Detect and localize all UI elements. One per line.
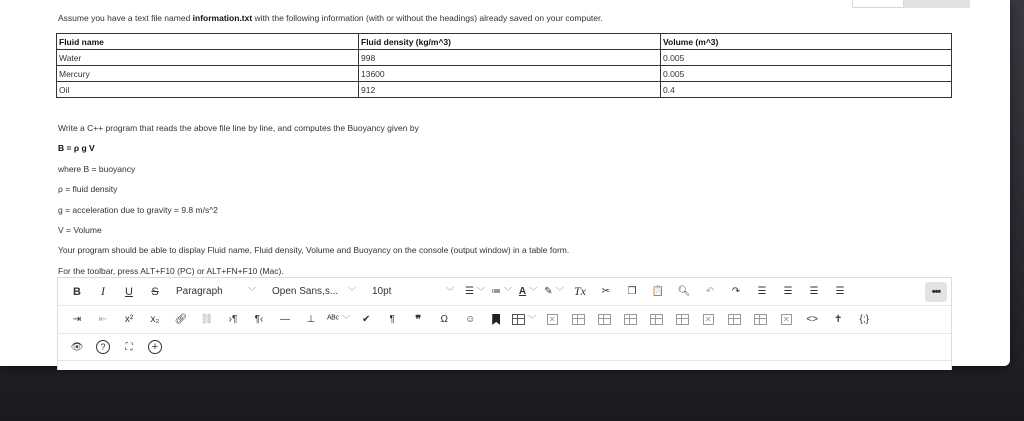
- table-cell: 912: [359, 82, 661, 98]
- insert-icon[interactable]: ⊥: [306, 314, 316, 325]
- text-color-icon[interactable]: A ﹀: [518, 286, 538, 297]
- italic-button[interactable]: I: [101, 284, 105, 298]
- table-row: [57, 66, 952, 82]
- chevron-down-icon: ﹀: [248, 287, 256, 296]
- align-center-icon[interactable]: ☰: [783, 286, 793, 297]
- chevron-down-icon: ﹀: [446, 287, 454, 296]
- paragraph-select-value: Paragraph: [176, 286, 223, 297]
- table-props-icon[interactable]: ✕: [774, 310, 798, 330]
- unlink-icon[interactable]: ⛓: [200, 314, 214, 325]
- add-icon[interactable]: +: [143, 337, 167, 357]
- top-control-left[interactable]: [852, 0, 904, 8]
- search-icon[interactable]: 🔍︎: [677, 286, 691, 297]
- toolbar-hint: For the toolbar, press ALT+F10 (PC) or ALT+FN+F10 (Mac).: [58, 265, 284, 276]
- bold-button[interactable]: B: [73, 285, 81, 298]
- delete-row-icon[interactable]: [618, 310, 642, 330]
- table-cell: Oil: [57, 82, 359, 98]
- insert-col-before-icon[interactable]: [644, 310, 668, 330]
- top-control-right[interactable]: [904, 0, 970, 8]
- undo-icon[interactable]: ↶: [705, 286, 715, 297]
- table-header-row: [57, 34, 952, 50]
- top-controls: [852, 0, 972, 8]
- table-cell: 0.4: [661, 82, 952, 98]
- rtl-icon[interactable]: ¶‹: [254, 314, 264, 325]
- superscript-button[interactable]: x²: [124, 314, 134, 325]
- table-cell: 0.005: [661, 66, 952, 82]
- volume-line: V = Volume: [58, 224, 102, 235]
- cut-icon[interactable]: ✂: [601, 286, 611, 297]
- highlight-icon[interactable]: ✎ ﹀: [544, 286, 564, 297]
- toolbar-row-2: [58, 306, 951, 334]
- chevron-down-icon: ﹀: [348, 287, 356, 296]
- strikethrough-button[interactable]: S: [151, 285, 159, 298]
- split-cells-icon[interactable]: [748, 310, 772, 330]
- align-left-icon[interactable]: ☰: [757, 286, 767, 297]
- delete-col-icon[interactable]: ✕: [696, 310, 720, 330]
- emoji-icon[interactable]: ☺: [465, 314, 476, 325]
- redo-icon[interactable]: ↷: [731, 286, 741, 297]
- paragraph-select[interactable]: [170, 282, 262, 302]
- table-cell: 0.005: [661, 50, 952, 66]
- preview-eye-icon[interactable]: 👁︎: [70, 341, 84, 353]
- header-fluid-density: Fluid density (kg/m^3): [359, 34, 661, 50]
- quote-button[interactable]: ❞: [415, 314, 422, 326]
- intro-text: [58, 13, 603, 23]
- paste-icon[interactable]: 📋: [651, 286, 665, 297]
- display-line: Your program should be able to display Fluid name, Fluid density, Volume and Buoyancy on the console (output window) in a table form.: [58, 245, 570, 256]
- subscript-button[interactable]: x₂: [150, 314, 160, 325]
- rich-text-editor: [57, 277, 952, 370]
- bookmark-icon[interactable]: [484, 310, 508, 330]
- link-icon[interactable]: 🔗︎: [174, 314, 188, 325]
- intro-suffix: with the following information (with or without the headings) already saved on your computer.: [252, 13, 603, 23]
- font-size-select[interactable]: [366, 282, 460, 302]
- insert-row-before-icon[interactable]: [566, 310, 590, 330]
- numbered-list-icon[interactable]: ≔ ﹀: [491, 286, 512, 297]
- delete-table-icon[interactable]: ✕: [540, 310, 564, 330]
- accessibility-icon[interactable]: ✝: [834, 314, 843, 325]
- question-body: [58, 122, 569, 279]
- table-cell: Water: [57, 50, 359, 66]
- table-row: [57, 82, 952, 98]
- copy-icon[interactable]: ❐: [627, 286, 637, 297]
- table-row: [57, 50, 952, 66]
- code-sample-button[interactable]: {;}: [859, 314, 869, 325]
- rho-line: ρ = fluid density: [58, 184, 118, 195]
- toolbar-row-1: [58, 278, 951, 306]
- question-line: Write a C++ program that reads the above file line by line, and computes the Buoyancy given by: [58, 123, 419, 133]
- bullet-list-icon[interactable]: ☰ ﹀: [465, 286, 485, 297]
- intro-prefix: Assume you have a text file named: [58, 13, 193, 23]
- underline-button[interactable]: U: [125, 285, 133, 298]
- table-cell: 13600: [359, 66, 661, 82]
- spellcheck-icon[interactable]: ᴬᴮᶜ ﹀: [327, 314, 351, 325]
- fluid-table: [56, 33, 952, 98]
- horizontal-line-icon[interactable]: —: [280, 314, 290, 325]
- code-button[interactable]: <>: [806, 314, 819, 325]
- help-icon[interactable]: ?: [91, 337, 115, 357]
- gravity-line: g = acceleration due to gravity = 9.8 m/s^2: [58, 204, 218, 215]
- checkmark-icon[interactable]: ✔: [362, 314, 371, 325]
- intro-filename: information.txt: [192, 13, 253, 23]
- align-right-icon[interactable]: ☰: [809, 286, 819, 297]
- insert-col-after-icon[interactable]: [670, 310, 694, 330]
- where-line: where B = buoyancy: [58, 163, 136, 174]
- header-volume: Volume (m^3): [661, 34, 952, 50]
- pilcrow-button[interactable]: ¶: [389, 314, 395, 325]
- toolbar-row-3: [58, 334, 951, 361]
- merge-cells-icon[interactable]: [722, 310, 746, 330]
- font-family-select[interactable]: [266, 282, 362, 302]
- more-options-button[interactable]: •••: [925, 282, 947, 302]
- formula: B = ρ g V: [58, 143, 95, 154]
- align-justify-icon[interactable]: ☰: [835, 286, 845, 297]
- size-select-value: 10pt: [372, 286, 392, 297]
- font-select-value: Open Sans,s...: [272, 286, 339, 297]
- table-icon[interactable]: ﹀: [510, 310, 538, 330]
- fullscreen-icon[interactable]: ⛶: [125, 341, 133, 353]
- table-cell: 998: [359, 50, 661, 66]
- outdent-icon[interactable]: ⇤: [98, 314, 108, 325]
- ltr-icon[interactable]: ›¶: [228, 314, 238, 325]
- clear-format-icon[interactable]: Tx: [574, 284, 586, 298]
- insert-row-after-icon[interactable]: [592, 310, 616, 330]
- indent-icon[interactable]: ⇥: [72, 314, 82, 325]
- omega-button[interactable]: Ω: [440, 314, 448, 325]
- table-cell: Mercury: [57, 66, 359, 82]
- header-fluid-name: Fluid name: [57, 34, 359, 50]
